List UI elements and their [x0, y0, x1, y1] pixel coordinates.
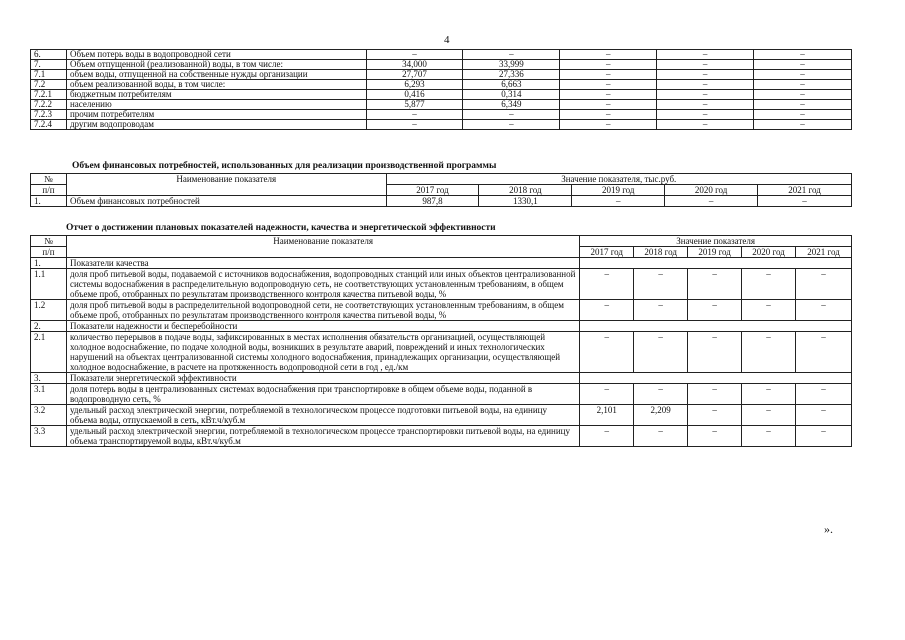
row-number: 1. — [31, 196, 67, 207]
row-value: 6,293 — [366, 80, 463, 90]
row-value: – — [754, 110, 852, 120]
table-row — [31, 332, 852, 373]
row-number: 3. — [31, 373, 67, 384]
row-value: 34,000 — [366, 60, 463, 70]
year-header: 2021 год — [758, 185, 852, 196]
row-value: – — [560, 120, 657, 130]
row-number: 7.2.2 — [31, 100, 67, 110]
row-value: – — [758, 196, 852, 207]
section-title: Показатели энергетической эффективности — [66, 373, 579, 384]
section-empty — [580, 321, 852, 332]
section-title: Показатели надежности и бесперебойности — [66, 321, 579, 332]
section-empty — [580, 373, 852, 384]
row-value: – — [463, 50, 560, 60]
row-name: удельный расход электрической энергии, потребляемой в технологическом процессе транспортировки питьевой воды, на единицу объема транспортируемой воды, кВт.ч/куб.м — [66, 426, 579, 447]
row-number: 1. — [31, 258, 67, 269]
row-value: – — [580, 269, 634, 300]
section-row — [31, 373, 852, 384]
row-value: – — [657, 110, 754, 120]
row-value: 987,8 — [386, 196, 479, 207]
year-header: 2020 год — [665, 185, 758, 196]
row-value: – — [742, 405, 796, 426]
row-name: удельный расход электрической энергии, потребляемой в технологическом процессе подготовки питьевой воды, на единицу объема воды, отпускаемой в сеть, кВт.ч/куб.м — [66, 405, 579, 426]
row-value: – — [580, 426, 634, 447]
row-value: 33,999 — [463, 60, 560, 70]
row-value: – — [665, 196, 758, 207]
row-value: – — [742, 332, 796, 373]
row-value: – — [688, 426, 742, 447]
row-value: 1330,1 — [479, 196, 572, 207]
indicators-table-caption: Отчет о достижении плановых показателей надежности, качества и энергетической эффективности — [66, 223, 496, 233]
row-value: – — [796, 269, 852, 300]
row-value: – — [634, 426, 688, 447]
row-value: – — [580, 332, 634, 373]
row-number: 7.2.1 — [31, 90, 67, 100]
row-number: 6. — [31, 50, 67, 60]
row-value: – — [688, 332, 742, 373]
row-number: 7.2.4 — [31, 120, 67, 130]
table-row — [31, 70, 852, 80]
row-value: – — [560, 50, 657, 60]
row-value: 0,314 — [463, 90, 560, 100]
row-value: – — [657, 120, 754, 130]
col-num-header: № — [31, 174, 67, 185]
row-name: Объем финансовых потребностей — [66, 196, 386, 207]
row-name: Объем потерь воды в водопроводной сети — [66, 50, 366, 60]
row-value: – — [560, 70, 657, 80]
row-value: – — [796, 426, 852, 447]
row-value: – — [754, 120, 852, 130]
table-row — [31, 60, 852, 70]
row-value: 2,101 — [580, 405, 634, 426]
row-value: – — [657, 50, 754, 60]
row-number: 1.2 — [31, 300, 67, 321]
row-number: 7. — [31, 60, 67, 70]
row-value: – — [742, 384, 796, 405]
col-num-header-2: п/п — [31, 247, 67, 258]
water-volume-table — [30, 49, 852, 130]
row-value: – — [634, 269, 688, 300]
row-value: – — [688, 269, 742, 300]
col-name-header: Наименование показателя — [66, 174, 386, 196]
table-row — [31, 90, 852, 100]
row-number: 2. — [31, 321, 67, 332]
row-name: количество перерывов в подаче воды, зафиксированных в местах исполнения обязательств организацией, осуществляющей холодное водоснабжение, по подаче холодной воды, возникших в результате аварий, повреждений и иных технологических нарушений на объектах централизованной системы холодного водоснабжения, принадлежащих организации, осуществляющей холодное водоснабжение, в расчете на протяженность водопроводной сети в год , ед./км — [66, 332, 579, 373]
row-name: Объем отпущенной (реализованной) воды, в том числе: — [66, 60, 366, 70]
row-name: доля проб питьевой воды в распределительной водопроводной сети, не соответствующих установленным требованиям, в общем объеме проб, отобранных по результатам производственного контроля качества питьевой воды, % — [66, 300, 579, 321]
row-value: – — [754, 90, 852, 100]
col-name-header: Наименование показателя — [66, 236, 579, 258]
row-value: – — [657, 60, 754, 70]
col-num-header-2: п/п — [31, 185, 67, 196]
row-name: населению — [66, 100, 366, 110]
row-value: – — [657, 70, 754, 80]
row-value: 6,349 — [463, 100, 560, 110]
row-number: 3.1 — [31, 384, 67, 405]
table-row — [31, 405, 852, 426]
row-value: – — [366, 110, 463, 120]
row-value: – — [742, 269, 796, 300]
row-value: – — [688, 300, 742, 321]
indicators-table — [30, 235, 852, 447]
row-number: 7.2.3 — [31, 110, 67, 120]
row-value: – — [560, 110, 657, 120]
year-header: 2017 год — [580, 247, 634, 258]
row-value: – — [657, 80, 754, 90]
row-name: бюджетным потребителям — [66, 90, 366, 100]
row-value: – — [580, 300, 634, 321]
row-name: доля потерь воды в централизованных системах водоснабжения при транспортировке в общем объеме воды, поданной в водопроводную сеть, % — [66, 384, 579, 405]
row-value: 6,663 — [463, 80, 560, 90]
row-value: – — [560, 80, 657, 90]
table-row — [31, 50, 852, 60]
row-value: – — [560, 100, 657, 110]
row-value: – — [366, 120, 463, 130]
row-value: – — [560, 60, 657, 70]
table-row — [31, 269, 852, 300]
row-value: – — [580, 384, 634, 405]
row-value: – — [796, 405, 852, 426]
section-row — [31, 258, 852, 269]
year-header: 2018 год — [634, 247, 688, 258]
col-value-header: Значение показателя — [580, 236, 852, 247]
row-name: прочим потребителям — [66, 110, 366, 120]
row-value: – — [463, 120, 560, 130]
table-row — [31, 426, 852, 447]
table-row — [31, 384, 852, 405]
row-number: 7.2 — [31, 80, 67, 90]
financial-table — [30, 173, 852, 207]
row-name: другим водопроводам — [66, 120, 366, 130]
year-header: 2017 год — [386, 185, 479, 196]
row-name: доля проб питьевой воды, подаваемой с источников водоснабжения, водопроводных станций или иных объектов централизованной системы водоснабжения в распределительную водопроводную сеть, не соответствующих установленным требованиям, в общем объеме проб, отобранных по результатам производственного контроля качества питьевой воды, % — [66, 269, 579, 300]
row-value: – — [657, 90, 754, 100]
row-number: 1.1 — [31, 269, 67, 300]
row-value: – — [634, 332, 688, 373]
row-value: – — [796, 300, 852, 321]
year-header: 2019 год — [572, 185, 665, 196]
row-value: – — [560, 90, 657, 100]
row-value: – — [657, 100, 754, 110]
year-header: 2020 год — [742, 247, 796, 258]
row-value: – — [754, 70, 852, 80]
row-value: 5,877 — [366, 100, 463, 110]
row-number: 3.2 — [31, 405, 67, 426]
table-row — [31, 80, 852, 90]
row-value: – — [572, 196, 665, 207]
row-value: – — [463, 110, 560, 120]
row-value: – — [796, 332, 852, 373]
row-value: – — [634, 384, 688, 405]
row-value: – — [754, 50, 852, 60]
row-number: 3.3 — [31, 426, 67, 447]
row-value: – — [688, 384, 742, 405]
row-value: 0,416 — [366, 90, 463, 100]
year-header: 2019 год — [688, 247, 742, 258]
row-value: 27,336 — [463, 70, 560, 80]
row-name: объем реализованной воды, в том числе: — [66, 80, 366, 90]
row-value: – — [742, 300, 796, 321]
row-number: 2.1 — [31, 332, 67, 373]
row-value: – — [754, 60, 852, 70]
table-row — [31, 110, 852, 120]
row-value: – — [754, 100, 852, 110]
row-value: – — [688, 405, 742, 426]
row-value: 2,209 — [634, 405, 688, 426]
section-title: Показатели качества — [66, 258, 579, 269]
row-number: 7.1 — [31, 70, 67, 80]
table-row — [31, 120, 852, 130]
financial-table-caption: Объем финансовых потребностей, использованных для реализации производственной программы — [72, 161, 497, 171]
row-value: – — [634, 300, 688, 321]
row-value: – — [366, 50, 463, 60]
page-number: 4 — [444, 34, 450, 46]
col-value-header: Значение показателя, тыс.руб. — [386, 174, 851, 185]
year-header: 2021 год — [796, 247, 852, 258]
row-value: 27,707 — [366, 70, 463, 80]
year-header: 2018 год — [479, 185, 572, 196]
closing-quote: ». — [824, 522, 833, 536]
row-value: – — [796, 384, 852, 405]
col-num-header: № — [31, 236, 67, 247]
row-name: объем воды, отпущенной на собственные нужды организации — [66, 70, 366, 80]
table-row — [31, 100, 852, 110]
section-row — [31, 321, 852, 332]
row-value: – — [742, 426, 796, 447]
section-empty — [580, 258, 852, 269]
row-value: – — [754, 80, 852, 90]
table-row — [31, 300, 852, 321]
